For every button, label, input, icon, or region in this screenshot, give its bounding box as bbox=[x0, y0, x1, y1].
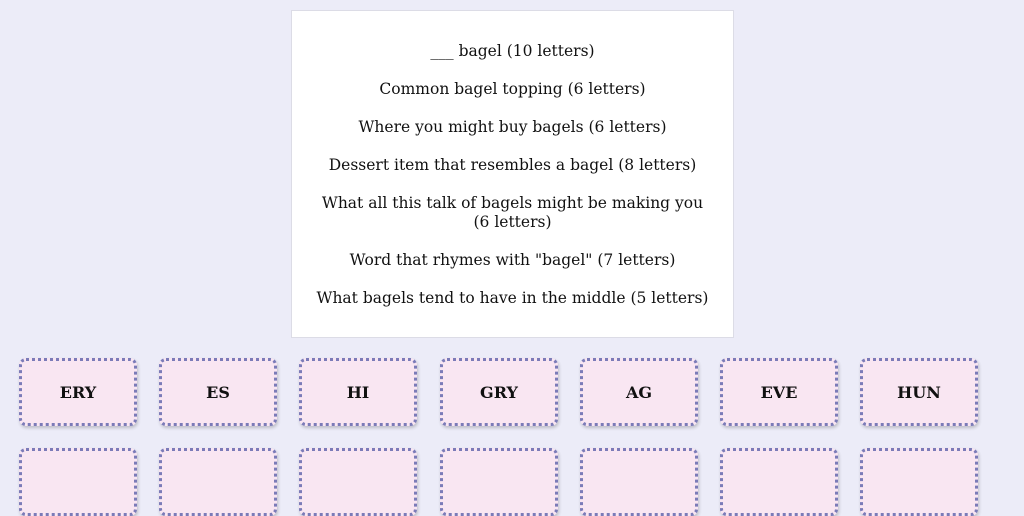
tile[interactable]: HI bbox=[299, 358, 417, 426]
clue-7: What bagels tend to have in the middle (5 letters) bbox=[316, 289, 709, 307]
clues-panel bbox=[291, 10, 734, 338]
tile[interactable] bbox=[720, 448, 838, 516]
tile[interactable] bbox=[299, 448, 417, 516]
tile[interactable]: AG bbox=[580, 358, 698, 426]
clue-4: Dessert item that resembles a bagel (8 letters) bbox=[328, 156, 697, 174]
clue-2: Common bagel topping (6 letters) bbox=[379, 80, 646, 98]
tile[interactable]: ES bbox=[159, 358, 277, 426]
clue-3: Where you might buy bagels (6 letters) bbox=[358, 118, 667, 136]
tile[interactable]: EVE bbox=[720, 358, 838, 426]
tile[interactable] bbox=[159, 448, 277, 516]
tile[interactable]: HUN bbox=[860, 358, 978, 426]
clue-5: What all this talk of bagels might be making you (6 letters) bbox=[321, 194, 704, 231]
clue-1: ___ bagel (10 letters) bbox=[430, 42, 595, 60]
tile[interactable] bbox=[19, 448, 137, 516]
tile[interactable] bbox=[440, 448, 558, 516]
tile[interactable]: ERY bbox=[19, 358, 137, 426]
tile[interactable] bbox=[580, 448, 698, 516]
tile[interactable] bbox=[860, 448, 978, 516]
tile[interactable]: GRY bbox=[440, 358, 558, 426]
clue-6: Word that rhymes with "bagel" (7 letters) bbox=[349, 251, 676, 269]
